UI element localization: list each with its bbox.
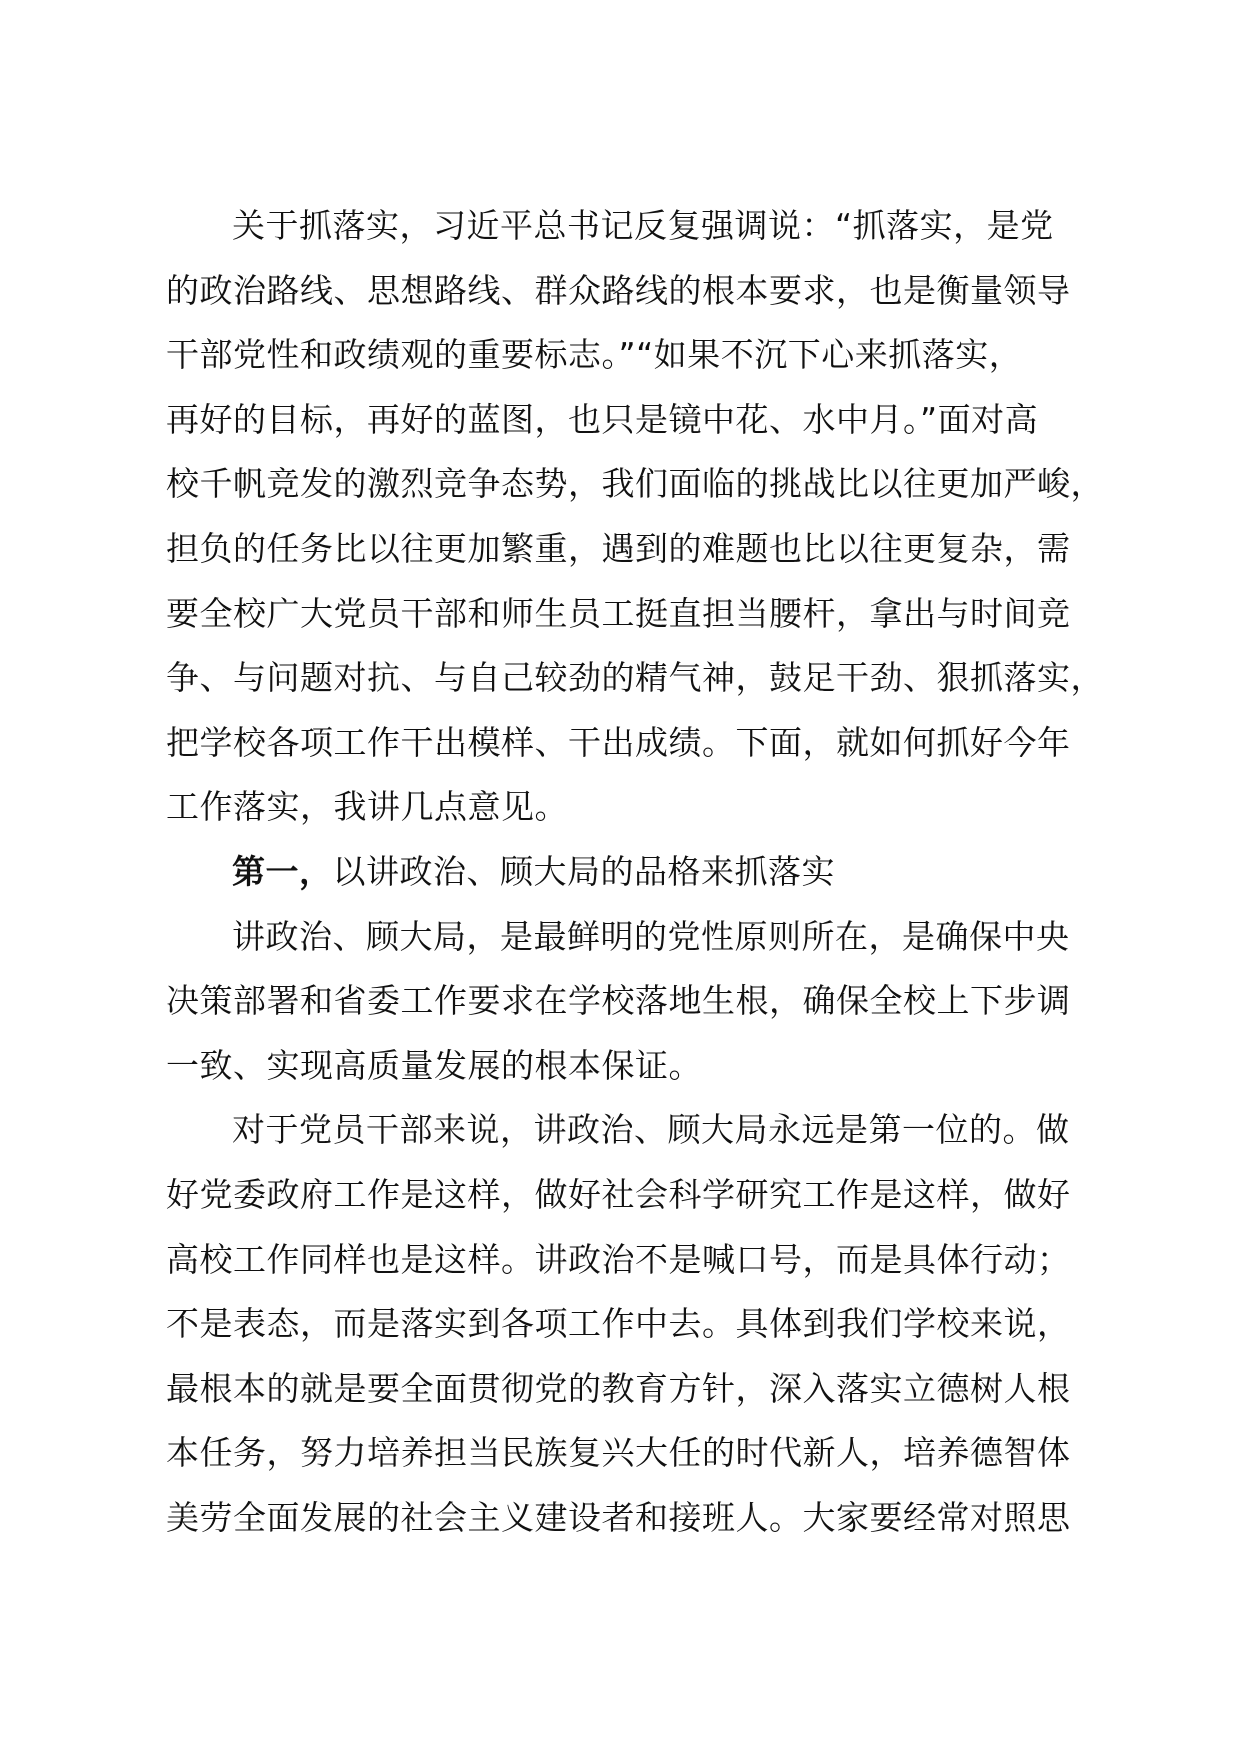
- text-line: 好党委政府工作是这样，做好社会科学研究工作是这样，做好: [166, 1174, 1071, 1214]
- text-line: 最根本的就是要全面贯彻党的教育方针，深入落实立德树人根: [166, 1368, 1071, 1408]
- text-line: 讲政治、顾大局，是最鲜明的党性原则所在，是确保中央: [232, 916, 1070, 956]
- paragraph-intro: [166, 194, 1106, 840]
- text-line: 争、与问题对抗、与自己较劲的精气神，鼓足干劲、狠抓落实，: [166, 658, 1104, 698]
- text-line: 的政治路线、思想路线、群众路线的根本要求，也是衡量领导: [166, 270, 1071, 310]
- paragraph-cadres: [166, 1098, 1106, 1550]
- text-line: 工作落实，我讲几点意见。: [166, 787, 568, 827]
- text-line: 把学校各项工作干出模样、干出成绩。下面，就如何抓好今年: [166, 722, 1071, 762]
- document-body: [166, 194, 1106, 1550]
- text-line: 决策部署和省委工作要求在学校落地生根，确保全校上下步调: [166, 981, 1071, 1021]
- text-line: 干部党性和政绩观的重要标志。”“如果不沉下心来抓落实，: [166, 335, 1023, 375]
- text-line: 校千帆竞发的激烈竞争态势，我们面临的挑战比以往更加严峻，: [166, 464, 1104, 504]
- text-line: 担负的任务比以往更加繁重，遇到的难题也比以往更复杂，需: [166, 528, 1071, 568]
- section-title: 以讲政治、顾大局的品格来抓落实: [332, 851, 835, 891]
- text-line: 本任务，努力培养担当民族复兴大任的时代新人，培养德智体: [166, 1433, 1071, 1473]
- text-line: 要全校广大党员干部和师生员工挺直担当腰杆，拿出与时间竞: [166, 593, 1071, 633]
- text-line: 美劳全面发展的社会主义建设者和接班人。大家要经常对照思: [166, 1497, 1071, 1537]
- text-line: 高校工作同样也是这样。讲政治不是喊口号，而是具体行动；: [166, 1239, 1071, 1279]
- text-line: 关于抓落实，习近平总书记反复强调说：“抓落实，是党: [232, 206, 1054, 245]
- text-line: 一致、实现高质量发展的根本保证。: [166, 1045, 702, 1085]
- paragraph-politics: [166, 905, 1106, 1099]
- text-line: 对于党员干部来说，讲政治、顾大局永远是第一位的。做: [232, 1110, 1070, 1150]
- section-number: 第一，: [232, 851, 333, 891]
- text-line: 不是表态，而是落实到各项工作中去。具体到我们学校来说，: [166, 1304, 1071, 1344]
- text-line: 再好的目标，再好的蓝图，也只是镜中花、水中月。”面对高: [166, 399, 1039, 439]
- section-heading: [166, 840, 1106, 905]
